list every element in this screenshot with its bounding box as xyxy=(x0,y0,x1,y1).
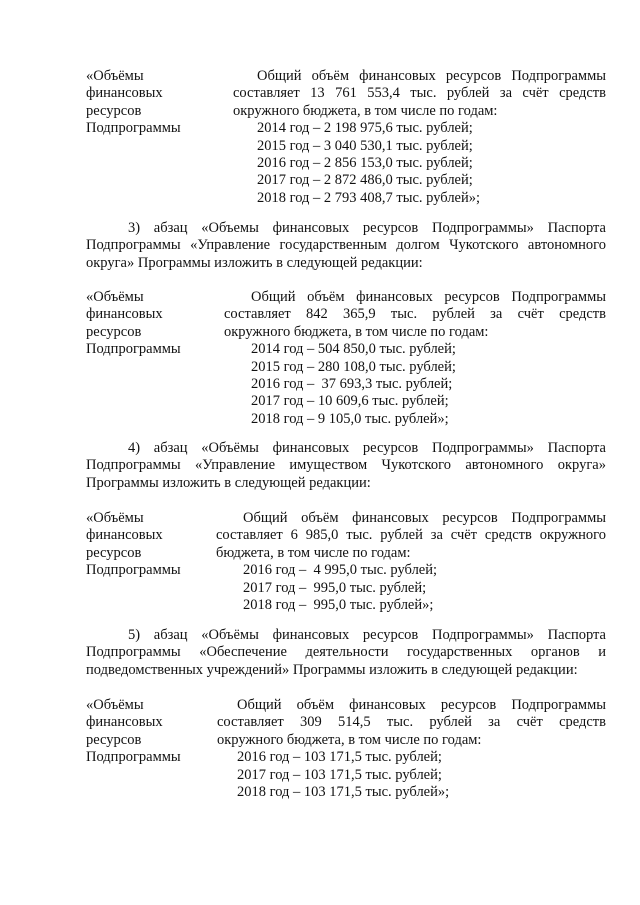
paragraph-line: подведомственных учреждений» Программы изложить в следующей редакции: xyxy=(86,661,578,678)
passport-label xyxy=(86,697,216,767)
label-line: Подпрограммы xyxy=(86,562,181,579)
paragraph-line: Программы изложить в следующей редакции: xyxy=(86,474,371,491)
label-line: финансовых xyxy=(86,714,163,731)
text-line: Общий объём финансовых ресурсов Подпрограммы xyxy=(257,68,606,84)
label-line: «Объёмы xyxy=(86,510,144,526)
year-line: 2016 год – 103 171,5 тыс. рублей; xyxy=(237,749,442,766)
passport-block xyxy=(86,68,606,208)
paragraph-line: 4) абзац «Объёмы финансовых ресурсов Подпрограммы» Паспорта xyxy=(128,440,606,456)
label-line: Подпрограммы xyxy=(86,341,181,358)
paragraph-line: 3) абзац «Объемы финансовых ресурсов Подпрограммы» Паспорта xyxy=(128,220,606,236)
year-line: 2018 год – 9 105,0 тыс. рублей»; xyxy=(251,410,449,427)
text-line: составляет 309 514,5 тыс. рублей за счёт средств xyxy=(217,714,606,731)
label-line: ресурсов xyxy=(86,102,142,119)
passport-label xyxy=(86,289,216,359)
label-line: ресурсов xyxy=(86,731,142,748)
label-line: Подпрограммы xyxy=(86,120,181,137)
text-line: Общий объём финансовых ресурсов Подпрограммы xyxy=(243,510,606,526)
passport-text xyxy=(233,68,606,207)
year-line: 2014 год – 2 198 975,6 тыс. рублей; xyxy=(257,120,473,137)
text-line: окружного бюджета, в том числе по годам: xyxy=(217,731,482,748)
passport-text xyxy=(217,697,606,801)
label-line: финансовых xyxy=(86,85,163,102)
passport-text xyxy=(216,510,606,614)
passport-block xyxy=(86,289,606,429)
label-line: «Объёмы xyxy=(86,697,144,713)
label-line: финансовых xyxy=(86,527,163,544)
text-line: окружного бюджета, в том числе по годам: xyxy=(233,102,498,119)
text-line: бюджета, в том числе по годам: xyxy=(216,544,411,561)
year-line: 2017 год – 10 609,6 тыс. рублей; xyxy=(251,393,449,410)
label-line: «Объёмы xyxy=(86,289,144,305)
passport-label xyxy=(86,510,216,580)
amendment-paragraph xyxy=(86,220,606,272)
year-line: 2015 год – 3 040 530,1 тыс. рублей; xyxy=(257,137,473,154)
text-line: составляет 842 365,9 тыс. рублей за счёт средств xyxy=(224,306,606,323)
amendment-paragraph xyxy=(86,440,606,492)
label-line: финансовых xyxy=(86,306,163,323)
paragraph-line: 5) абзац «Объёмы финансовых ресурсов Подпрограммы» Паспорта xyxy=(128,627,606,643)
year-line: 2018 год – 2 793 408,7 тыс. рублей»; xyxy=(257,189,481,206)
label-line: Подпрограммы xyxy=(86,749,181,766)
year-line: 2018 год – 103 171,5 тыс. рублей»; xyxy=(237,783,450,800)
label-line: ресурсов xyxy=(86,323,142,340)
passport-block xyxy=(86,697,606,807)
text-line: Общий объём финансовых ресурсов Подпрограммы xyxy=(237,697,606,713)
text-line: окружного бюджета, в том числе по годам: xyxy=(224,323,489,340)
text-line: составляет 6 985,0 тыс. рублей за счёт средств окружного xyxy=(216,527,606,544)
year-line: 2017 год – 103 171,5 тыс. рублей; xyxy=(237,766,442,783)
text-line: составляет 13 761 553,4 тыс. рублей за счёт средств xyxy=(233,85,606,102)
year-line: 2016 год – 4 995,0 тыс. рублей; xyxy=(243,562,438,579)
label-line: ресурсов xyxy=(86,544,142,561)
year-line: 2016 год – 37 693,3 тыс. рублей; xyxy=(251,375,453,392)
paragraph-line: Подпрограммы «Управление имуществом Чукотского автономного округа» xyxy=(86,457,606,474)
year-line: 2015 год – 280 108,0 тыс. рублей; xyxy=(251,358,456,375)
label-line: «Объёмы xyxy=(86,68,144,84)
paragraph-line: Подпрограммы «Управление государственным долгом Чукотского автономного xyxy=(86,237,606,254)
passport-text xyxy=(224,289,606,428)
amendment-paragraph xyxy=(86,627,606,679)
year-line: 2017 год – 995,0 тыс. рублей; xyxy=(243,579,427,596)
passport-label xyxy=(86,68,216,138)
paragraph-line: Подпрограммы «Обеспечение деятельности государственных органов и xyxy=(86,644,606,661)
passport-block xyxy=(86,510,606,620)
paragraph-line: округа» Программы изложить в следующей редакции: xyxy=(86,254,423,271)
text-line: Общий объём финансовых ресурсов Подпрограммы xyxy=(251,289,606,305)
year-line: 2017 год – 2 872 486,0 тыс. рублей; xyxy=(257,172,473,189)
year-line: 2014 год – 504 850,0 тыс. рублей; xyxy=(251,341,456,358)
year-line: 2018 год – 995,0 тыс. рублей»; xyxy=(243,596,434,613)
year-line: 2016 год – 2 856 153,0 тыс. рублей; xyxy=(257,154,473,171)
